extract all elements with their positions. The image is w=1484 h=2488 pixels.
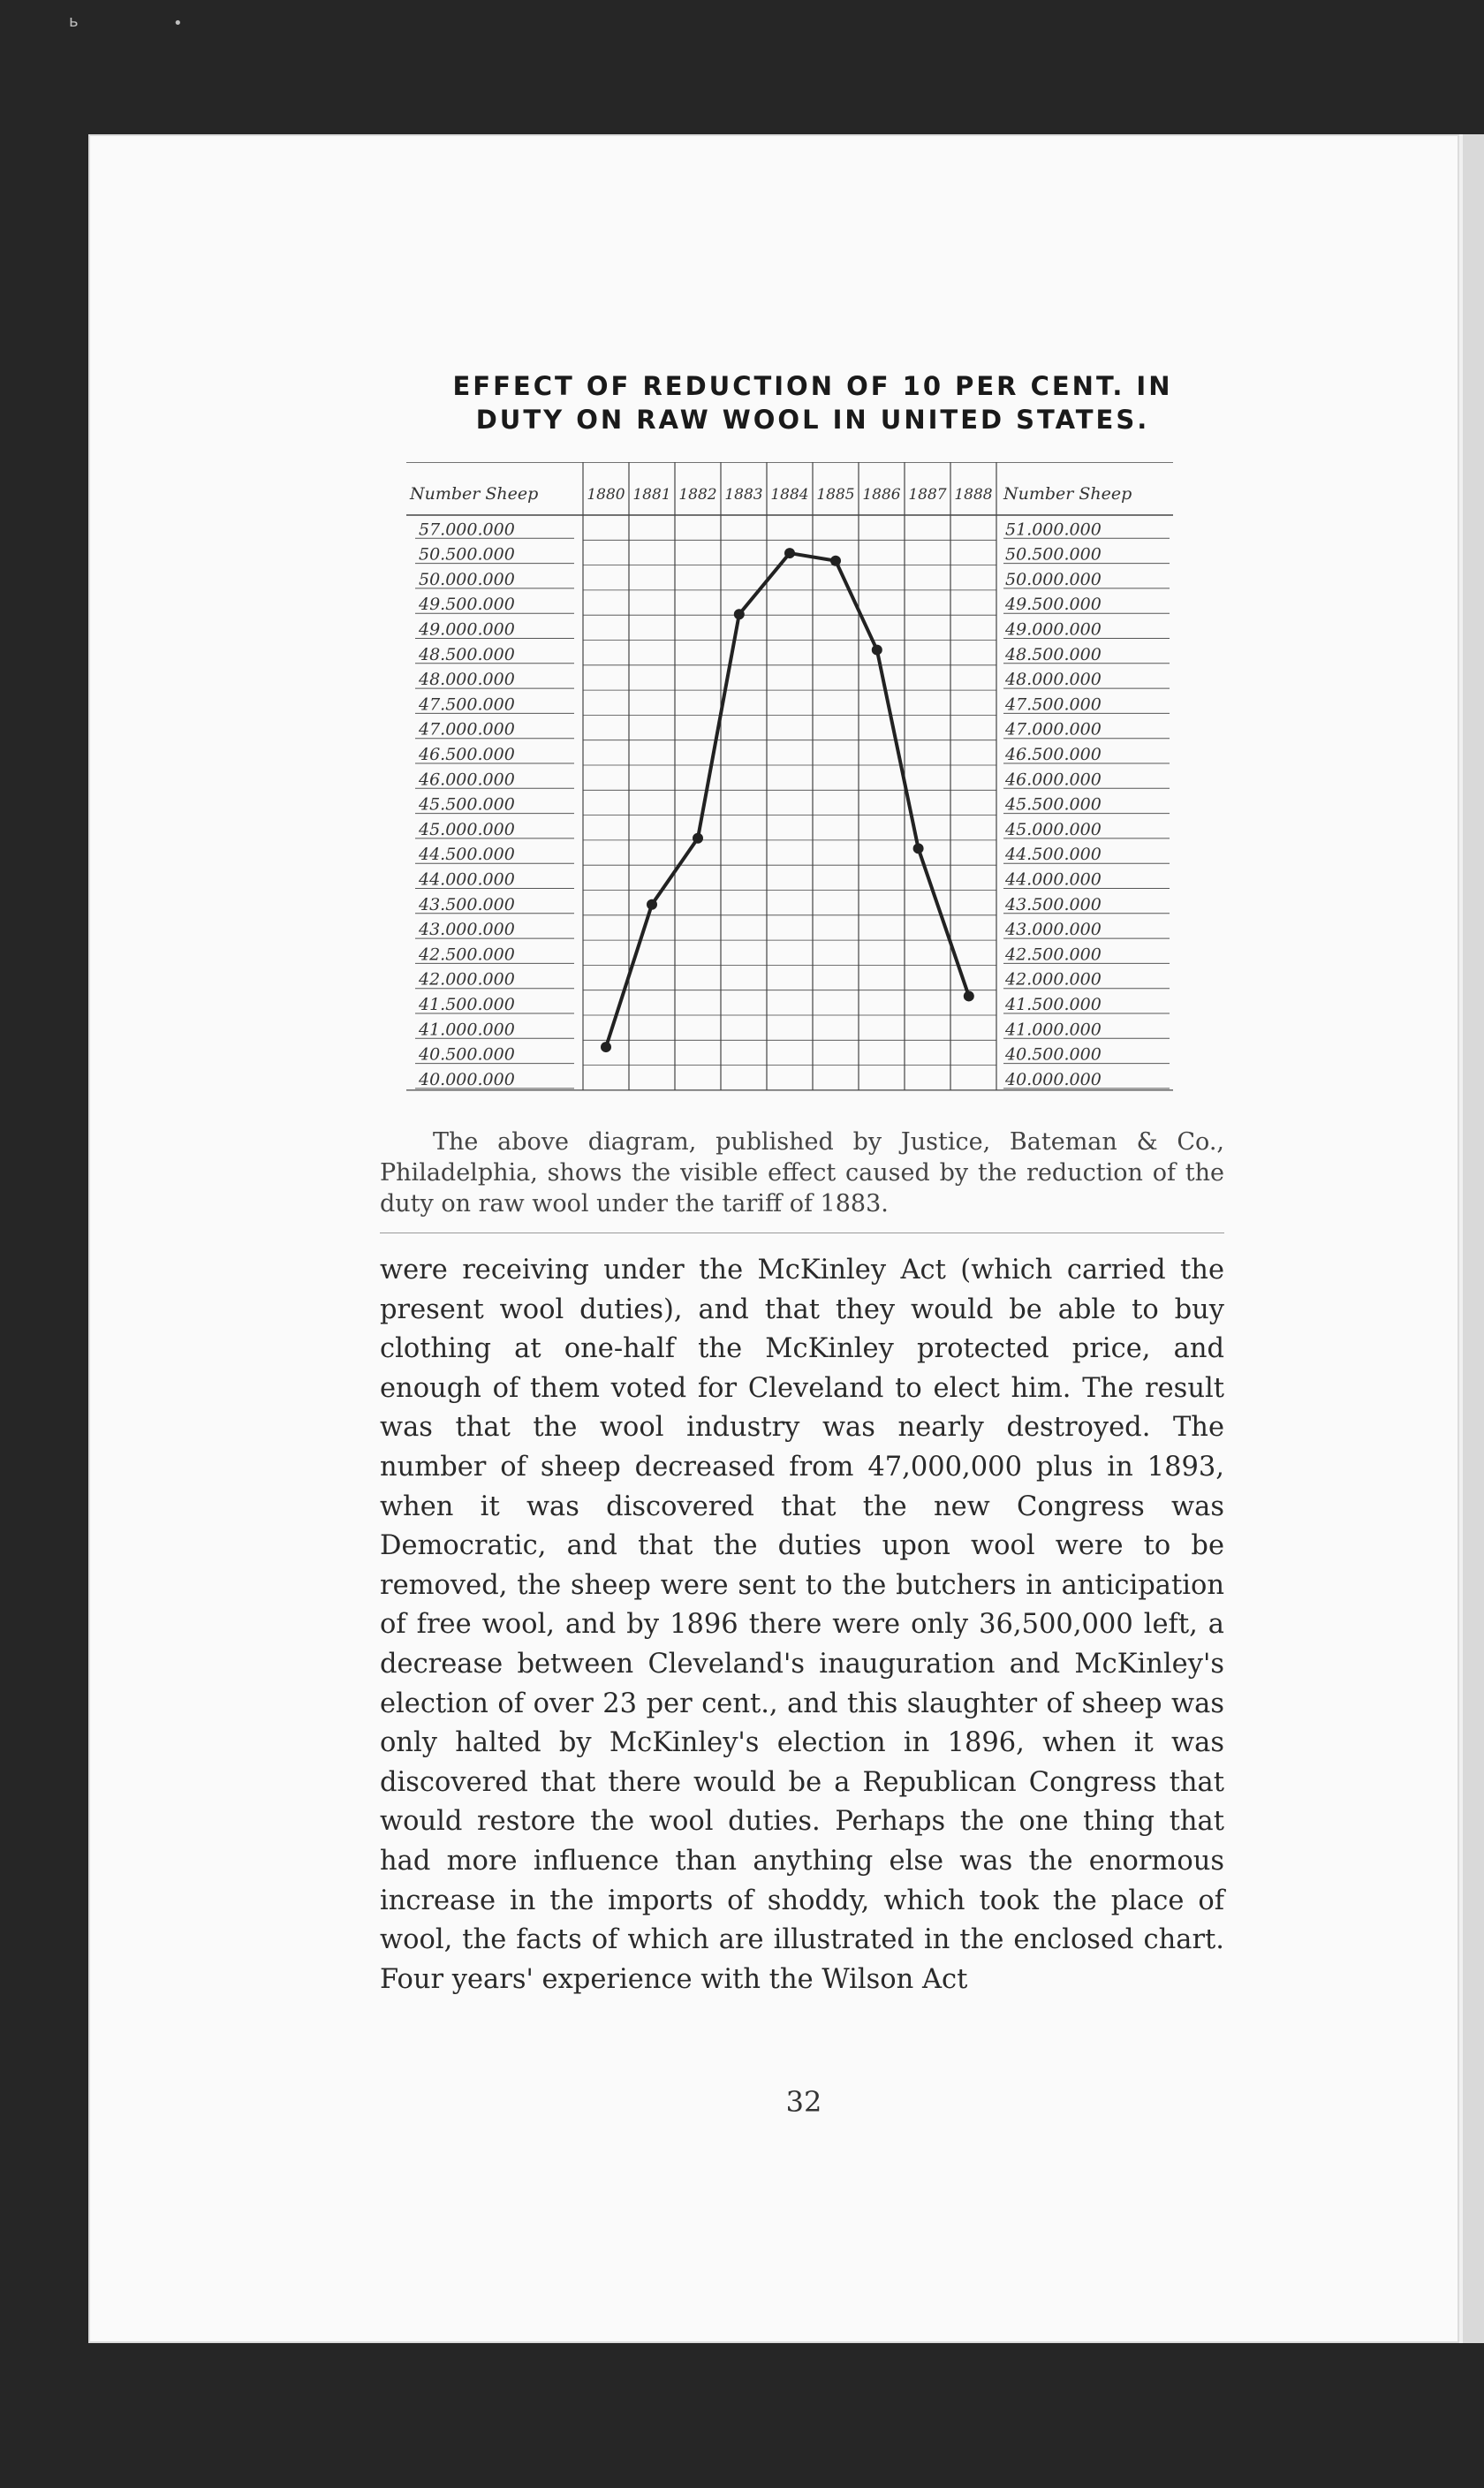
left-y-label: 45.500.000	[419, 794, 515, 815]
scan-mark: ь	[69, 12, 79, 31]
left-y-label: 49.000.000	[419, 619, 515, 640]
left-y-label: 50.500.000	[419, 544, 515, 565]
right-y-label: 49.500.000	[1005, 595, 1102, 615]
right-y-label: 47.500.000	[1005, 694, 1102, 715]
left-y-label: 46.500.000	[419, 745, 515, 764]
left-y-label: 50.000.000	[419, 569, 515, 589]
right-header-label: Number Sheep	[1003, 484, 1132, 504]
right-y-label: 43.500.000	[1005, 894, 1102, 914]
left-y-label: 40.000.000	[419, 1069, 515, 1089]
year-tick-label: 1887	[908, 486, 947, 504]
sheep-count-line	[606, 553, 969, 1047]
year-tick-label: 1884	[770, 486, 809, 504]
right-y-label: 45.000.000	[1005, 819, 1102, 839]
chart-title-line-1: EFFECT OF REDUCTION OF 10 PER CENT. IN	[452, 371, 1173, 401]
data-point	[872, 645, 882, 656]
right-y-label: 40.500.000	[1005, 1044, 1102, 1065]
data-point	[964, 990, 974, 1001]
year-tick-label: 1881	[632, 486, 671, 504]
left-y-label: 57.000.000	[419, 520, 515, 540]
right-y-label: 44.500.000	[1005, 845, 1102, 865]
sheep-chart	[406, 462, 1206, 1103]
data-point	[784, 548, 795, 558]
right-y-label: 41.500.000	[1005, 995, 1102, 1014]
left-y-label: 49.500.000	[419, 595, 515, 615]
right-y-label: 42.500.000	[1005, 944, 1102, 965]
right-y-label: 43.000.000	[1005, 920, 1102, 940]
right-y-label: 45.500.000	[1005, 794, 1102, 815]
right-y-label: 48.500.000	[1005, 644, 1102, 664]
left-y-label: 48.000.000	[419, 670, 515, 690]
left-y-label: 44.000.000	[419, 869, 515, 890]
right-y-label: 41.000.000	[1005, 1020, 1102, 1040]
left-y-label: 43.500.000	[419, 894, 515, 914]
data-point	[601, 1042, 611, 1052]
left-y-label: 41.000.000	[419, 1020, 515, 1040]
page-number: 32	[785, 2085, 822, 2119]
right-y-label: 46.000.000	[1005, 770, 1102, 790]
right-y-label: 49.000.000	[1005, 619, 1102, 640]
data-point	[830, 556, 841, 566]
right-y-label: 46.500.000	[1005, 745, 1102, 764]
chart-title-line-2: DUTY ON RAW WOOL IN UNITED STATES.	[475, 405, 1150, 435]
data-point	[693, 833, 703, 844]
body-paragraph: were receiving under the McKinley Act (which carried the present wool duties), and that they would be able to buy clothing at one-half the McKinley protected price, and enough of them voted for Cleveland to elect him. The result was that the wool industry was nearly destroyed. The number of sheep decreased from 47,000,000 plus in 1893, when it was discovered that the new Congress was Democratic, and that the duties upon wool were to be removed, the sheep were sent to the butchers in anticipation of free wool, and by 1896 there were only 36,500,000 left, a decrease between Cleveland's inauguration and McKinley's election of over 23 per cent., and this slaughter of sheep was only halted by McKinley's election in 1896, when it was discovered that there would be a Republican Congress that would restore the wool duties. Perhaps the one thing that had more influence than anything else was the enormous increase in the imports of shoddy, which took the place of wool, the facts of which are illustrated in the enclosed chart. Four years' experience with the Wilson Act	[380, 1255, 1224, 1995]
left-y-label: 48.500.000	[419, 644, 515, 664]
right-y-label: 42.000.000	[1005, 969, 1102, 990]
right-y-label: 47.000.000	[1005, 719, 1102, 740]
left-y-label: 44.500.000	[419, 845, 515, 865]
year-tick-label: 1882	[678, 486, 717, 504]
year-tick-label: 1883	[724, 486, 763, 504]
right-y-label: 50.500.000	[1005, 544, 1102, 565]
data-point	[647, 899, 657, 910]
left-y-label: 45.000.000	[419, 819, 515, 839]
left-y-label: 40.500.000	[419, 1044, 515, 1065]
left-y-label: 47.000.000	[419, 719, 515, 740]
year-tick-label: 1886	[862, 486, 901, 504]
next-page-edge	[1459, 134, 1484, 2343]
chart-caption: The above diagram, published by Justice, Bateman & Co., Philadelphia, shows the visible effect caused by the reduction of the duty on raw wool under the tariff of 1883.	[380, 1128, 1224, 1217]
data-point	[734, 609, 745, 619]
left-y-label: 43.000.000	[419, 920, 515, 940]
year-tick-label: 1885	[816, 486, 855, 504]
left-y-label: 42.500.000	[419, 944, 515, 965]
year-tick-label: 1888	[954, 486, 993, 504]
left-header-label: Number Sheep	[410, 484, 539, 504]
data-point	[913, 843, 924, 853]
right-y-label: 51.000.000	[1005, 520, 1102, 540]
right-y-label: 40.000.000	[1005, 1069, 1102, 1089]
right-y-label: 50.000.000	[1005, 569, 1102, 589]
right-y-label: 44.000.000	[1005, 869, 1102, 890]
right-y-label: 48.000.000	[1005, 670, 1102, 690]
left-y-label: 46.000.000	[419, 770, 515, 790]
left-y-label: 47.500.000	[419, 694, 515, 715]
left-y-label: 41.500.000	[419, 995, 515, 1014]
left-y-label: 42.000.000	[419, 969, 515, 990]
scan-mark: •	[173, 14, 183, 33]
year-tick-label: 1880	[587, 486, 625, 504]
